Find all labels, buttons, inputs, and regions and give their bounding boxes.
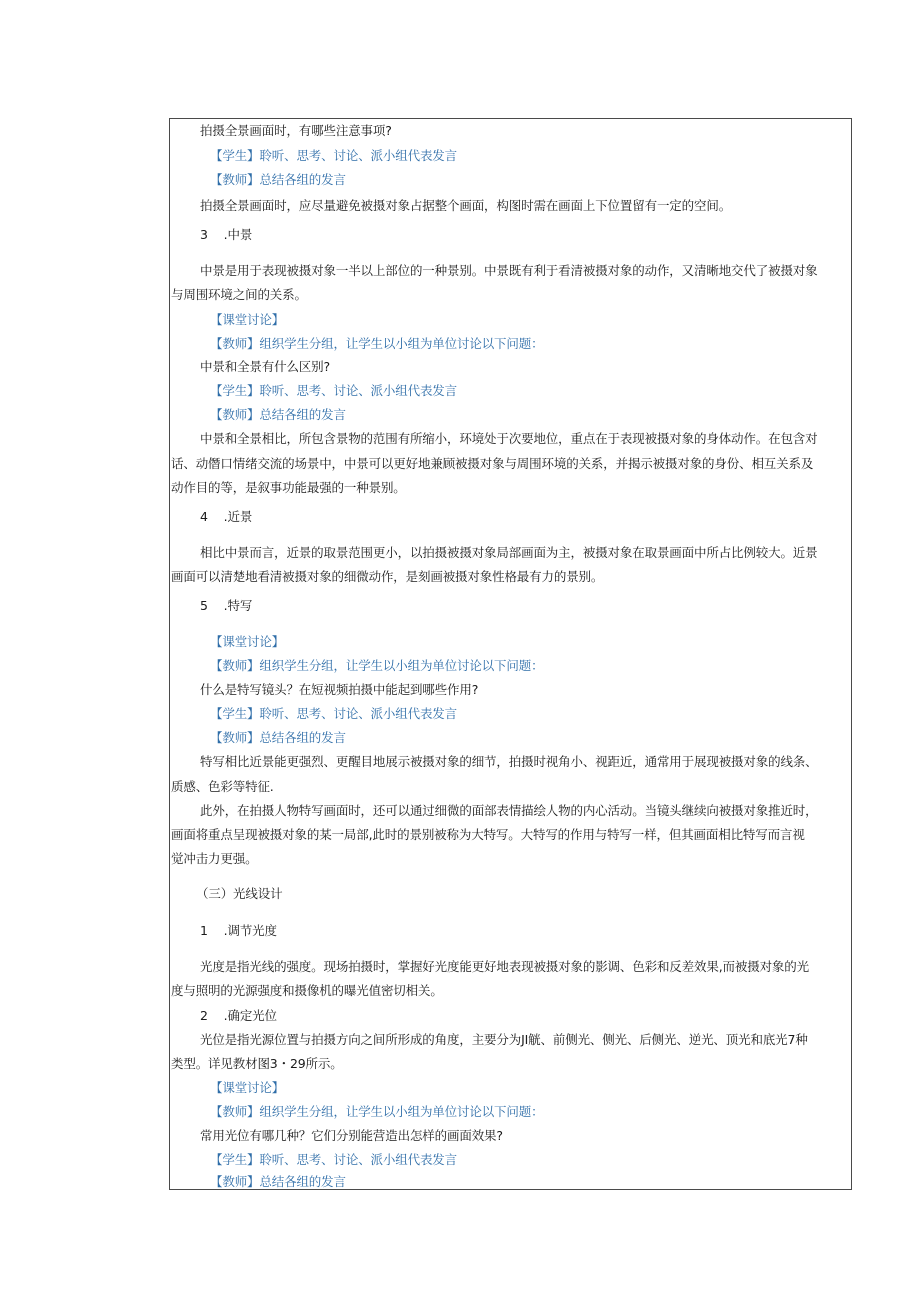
section-title: 中景 bbox=[227, 227, 253, 242]
teacher-instruction-line: 【教师】组织学生分组，让学生以小组为单位讨论以下问题： bbox=[210, 336, 544, 351]
paragraph-line: 相比中景而言，近景的取景范围更小，以拍摄被摄对象局部画面为主，被摄对象在取景画面中所占比例较大。近景 bbox=[200, 545, 818, 560]
student-response-line: 【学生】聆听、思考、讨论、派小组代表发言 bbox=[210, 383, 458, 398]
class-discussion-label: 【课堂讨论】 bbox=[210, 312, 285, 327]
section-title: 调节光度 bbox=[227, 923, 277, 938]
section-title: 近景 bbox=[227, 509, 253, 524]
paragraph-line: 特写相比近景能更强烈、更醒目地展示被摄对象的细节，拍摄时视角小、视距近，通常用于展现被摄对象的线条、 bbox=[200, 754, 818, 769]
section-title: 确定光位 bbox=[227, 1008, 277, 1023]
section-number: 1 bbox=[200, 923, 208, 938]
section-title: 特写 bbox=[227, 598, 253, 613]
discussion-question: 中景和全景有什么区别? bbox=[200, 359, 330, 374]
teacher-summary-line: 【教师】总结各组的发言 bbox=[210, 407, 346, 422]
section-number: 5 bbox=[200, 598, 208, 613]
paragraph-line: 话、动僭口情绪交流的场景中，中景可以更好地兼顾被摄对象与周围环境的关系，并揭示被摄对象的身份、相互关系及 bbox=[171, 456, 814, 471]
paragraph-line: 拍摄全景画面时，应尽量避免被摄对象占据整个画面，构图时需在画面上下位置留有一定的空间。 bbox=[200, 198, 732, 213]
paragraph-line: 中景是用于表现被摄对象一半以上部位的一种景别。中景既有利于看清被摄对象的动作，又清晰地交代了被摄对象 bbox=[200, 263, 818, 278]
student-response-line: 【学生】聆听、思考、讨论、派小组代表发言 bbox=[210, 706, 458, 721]
teacher-summary-line: 【教师】总结各组的发言 bbox=[210, 172, 346, 187]
section-heading-middle-shot: 3 .中景 bbox=[200, 227, 253, 242]
class-discussion-label: 【课堂讨论】 bbox=[210, 634, 285, 649]
paragraph-line: 度与照明的光源强度和摄像机的曝光值密切相关。 bbox=[171, 983, 443, 998]
subsection-heading-light-position: 2 .确定光位 bbox=[200, 1008, 277, 1023]
paragraph-line: 与周围环境之间的关系。 bbox=[171, 287, 307, 302]
paragraph-line: 光度是指光线的强度。现场拍摄时，掌握好光度能更好地表现被摄对象的影调、色彩和反差效果,而被摄对象的光 bbox=[200, 959, 809, 974]
text-line: 拍摄全景画面时，有哪些注意事项? bbox=[200, 123, 392, 138]
student-response-line: 【学生】聆听、思考、讨论、派小组代表发言 bbox=[210, 148, 458, 163]
class-discussion-label: 【课堂讨论】 bbox=[210, 1080, 285, 1095]
paragraph-line: 动作目的等，是叙事功能最强的一种景别。 bbox=[171, 480, 406, 495]
paragraph-line: 光位是指光源位置与拍摄方向之间所形成的角度，主要分为JI觥、前侧光、侧光、后侧光、逆光、顶光和底光7种 bbox=[200, 1032, 808, 1047]
section-number: 2 bbox=[200, 1008, 208, 1023]
paragraph-line: 质感、色彩等特征. bbox=[171, 779, 274, 794]
teacher-instruction-line: 【教师】组织学生分组，让学生以小组为单位讨论以下问题： bbox=[210, 658, 544, 673]
discussion-question: 什么是特写镜头？在短视频拍摄中能起到哪些作用? bbox=[200, 682, 479, 697]
discussion-question: 常用光位有哪几种？它们分别能营造出怎样的画面效果? bbox=[200, 1128, 503, 1143]
section-heading-close-up: 5 .特写 bbox=[200, 598, 253, 613]
student-response-line: 【学生】聆听、思考、讨论、派小组代表发言 bbox=[210, 1152, 458, 1167]
paragraph-line: 类型。详见教材图3・29所示。 bbox=[171, 1056, 343, 1071]
section-heading-close-shot: 4 .近景 bbox=[200, 509, 253, 524]
paragraph-line: 画面将重点呈现被摄对象的某一局部,此时的景别被称为大特写。大特写的作用与特写一样，但其画面相比特写而言视 bbox=[171, 827, 805, 842]
section-number: 3 bbox=[200, 227, 208, 242]
teacher-instruction-line: 【教师】组织学生分组，让学生以小组为单位讨论以下问题： bbox=[210, 1104, 544, 1119]
paragraph-line: 此外，在拍摄人物特写画面时，还可以通过细微的面部表情描绘人物的内心活动。当镜头继续向被摄对象推近时， bbox=[200, 803, 818, 818]
teacher-summary-line: 【教师】总结各组的发言 bbox=[210, 1174, 346, 1189]
section-number: 4 bbox=[200, 509, 208, 524]
paragraph-line: 中景和全景相比，所包含景物的范围有所缩小，环境处于次要地位，重点在于表现被摄对象的身体动作。在包含对 bbox=[200, 431, 818, 446]
paragraph-line: 画面可以清楚地看清被摄对象的细微动作，是刻画被摄对象性格最有力的景别。 bbox=[171, 569, 604, 584]
paragraph-line: 觉冲击力更强。 bbox=[171, 851, 258, 866]
lesson-content-frame bbox=[169, 118, 852, 1190]
section-heading-lighting-design: （三）光线设计 bbox=[196, 886, 283, 901]
teacher-summary-line: 【教师】总结各组的发言 bbox=[210, 730, 346, 745]
subsection-heading-adjust-brightness: 1 .调节光度 bbox=[200, 923, 277, 938]
